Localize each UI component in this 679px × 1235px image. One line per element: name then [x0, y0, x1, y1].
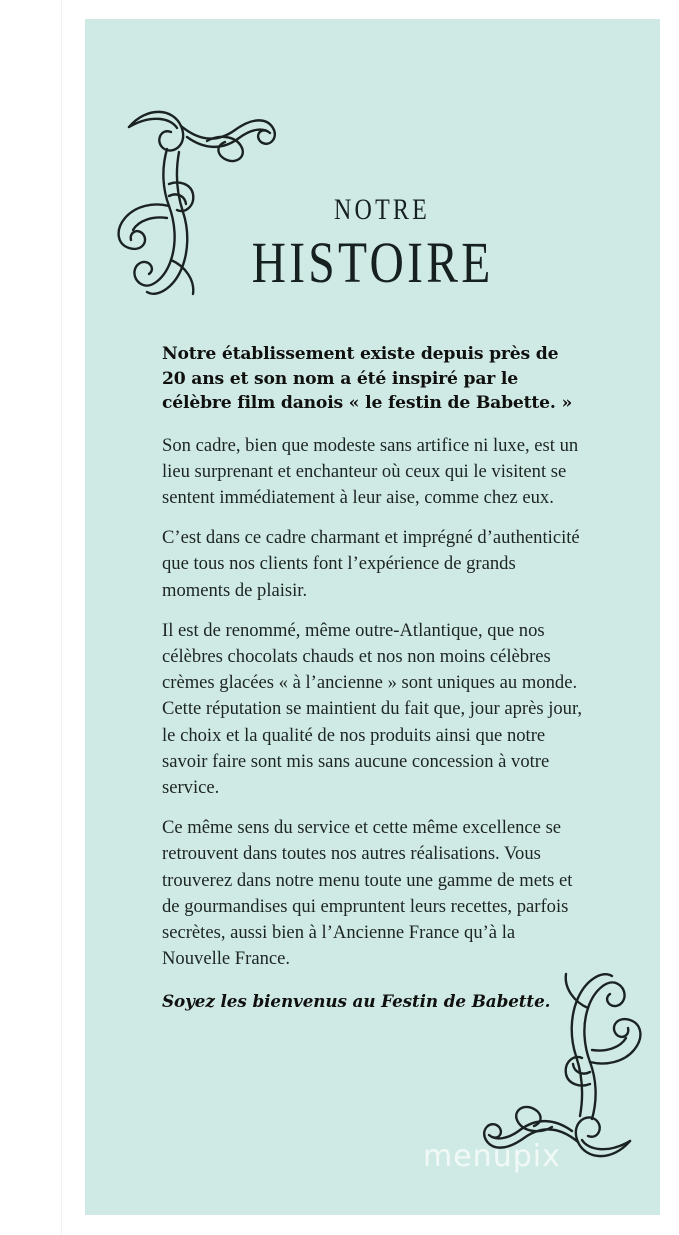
story-content — [162, 342, 587, 1013]
story-paragraph: Ce même sens du service et cette même excellence se retrouvent dans toutes nos autres réalisations. Vous trouverez dans notre menu toute une gamme de mets et de gourmandises qui empruntent leurs recettes, parfois secrètes, aussi bien à l’Ancienne France qu’à la Nouvelle France. — [162, 817, 573, 970]
story-closing-line: Soyez les bienvenus au Festin de Babette. — [162, 991, 551, 1012]
menupix-watermark: menupix — [423, 1139, 561, 1174]
title-line-1: NOTRE — [333, 193, 430, 226]
story-paragraph: C’est dans ce cadre charmant et imprégné d’authenticité que tous nos clients font l’expérience de grands moments de plaisir. — [162, 527, 580, 601]
story-paragraph: Son cadre, bien que modeste sans artifice ni luxe, est un lieu surprenant et enchanteur où ceux qui le visitent se sentent immédiatement à leur aise, comme chez eux. — [162, 434, 579, 508]
page-margin-rule — [61, 0, 62, 1235]
story-lede: Notre établissement existe depuis près de 20 ans et son nom a été inspiré par le célèbre film danois « le festin de Babette. » — [162, 344, 572, 413]
story-paragraph: Il est de renommé, même outre-Atlantique, que nos célèbres chocolats chauds et nos non moins célèbres crèmes glacées « à l’ancienne » sont uniques au monde. Cette réputation se maintient du fait que, jour après jour, le choix et la qualité de nos produits ainsi que notre savoir faire sont mis sans aucune concession à votre service. — [162, 619, 583, 798]
page-title — [85, 193, 660, 295]
title-line-2: HISTOIRE — [251, 230, 494, 295]
menu-panel — [85, 19, 660, 1215]
